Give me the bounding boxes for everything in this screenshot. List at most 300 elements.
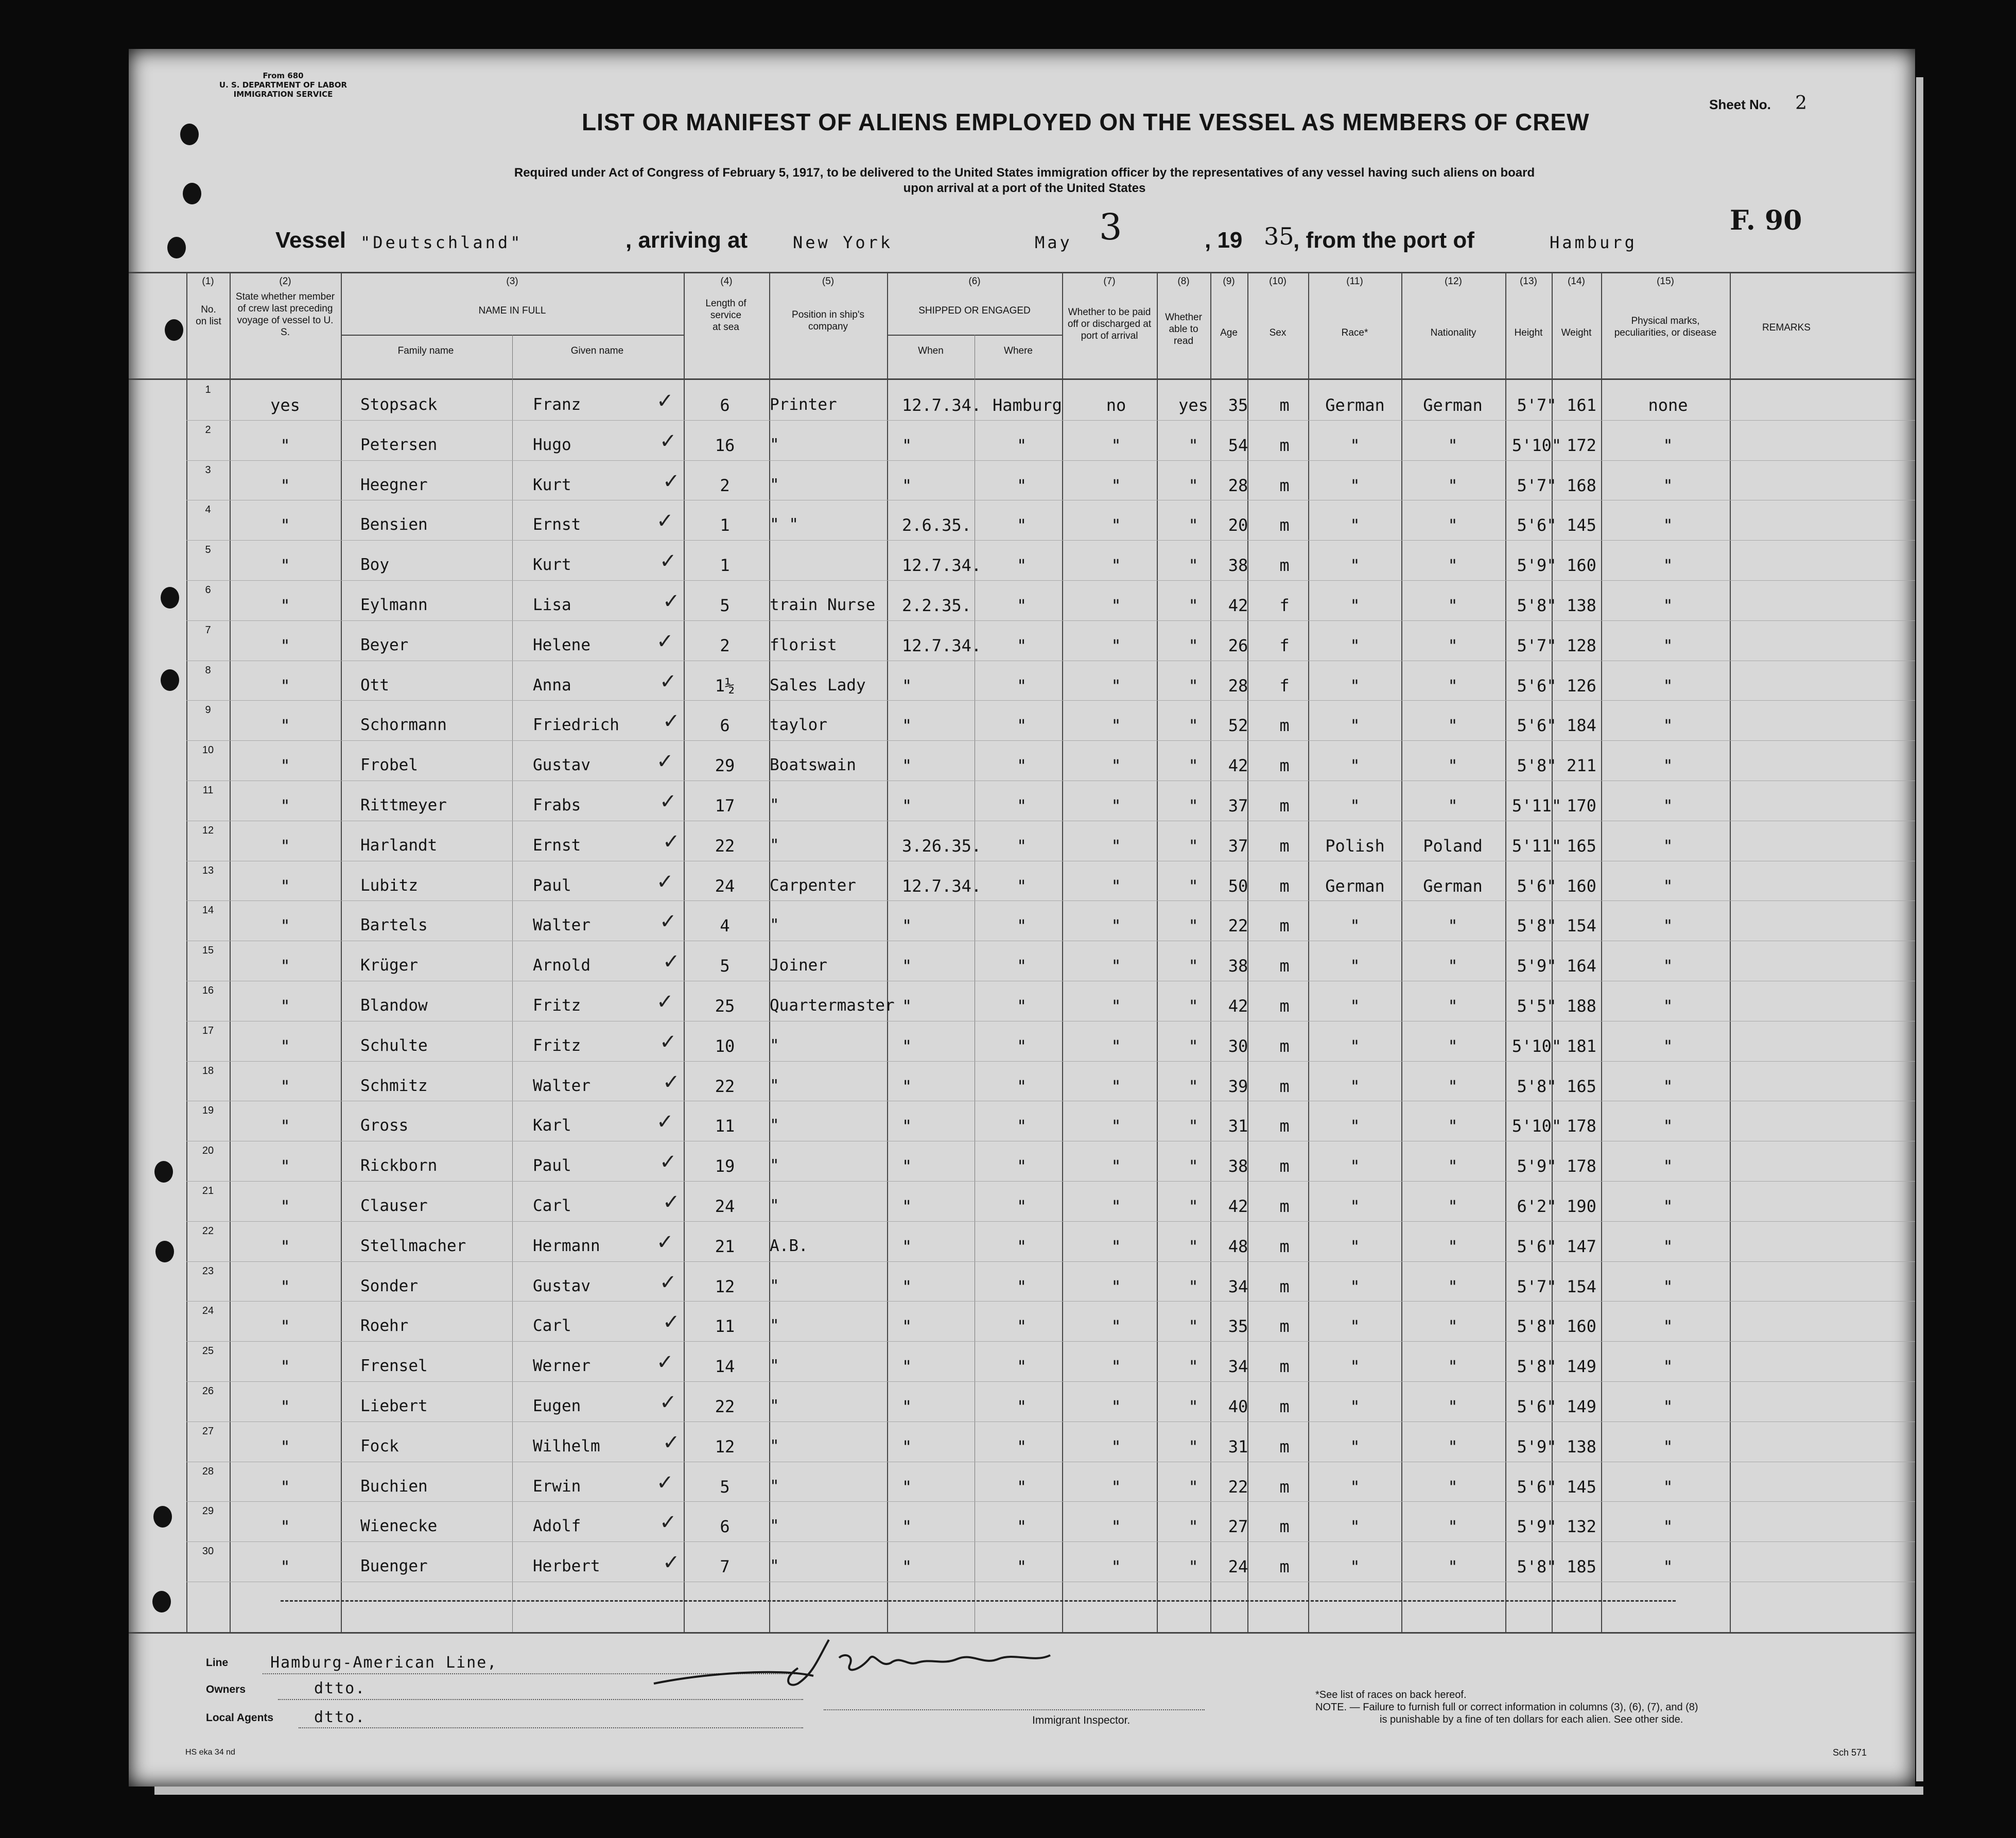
cell-prev: " [280, 836, 290, 856]
cell-height: 5'6" [1517, 716, 1557, 736]
cell-family: Buenger [360, 1557, 428, 1576]
cell-race: " [1350, 515, 1360, 535]
cell-height: 5'8" [1517, 1557, 1557, 1577]
cell-read: " [1188, 1316, 1198, 1337]
cell-marks: " [1663, 1036, 1673, 1056]
cell-when: " [902, 1316, 912, 1337]
cell-age: 52 [1228, 716, 1248, 736]
cell-height: 5'8" [1517, 1076, 1557, 1096]
cell-position: Carpenter [770, 876, 856, 895]
cell-height: 5'8" [1517, 756, 1557, 776]
cell-prev: " [280, 475, 290, 495]
cell-age: 38 [1228, 556, 1248, 576]
cell-sex: m [1279, 996, 1290, 1016]
row-number: 10 [202, 744, 214, 756]
cell-service: 22 [715, 1397, 735, 1416]
cell-when: " [902, 1436, 912, 1456]
cell-position: " [770, 1116, 779, 1135]
cell-nat: " [1448, 916, 1458, 936]
cell-given: Walter [533, 916, 590, 935]
cell-when: " [902, 1517, 912, 1537]
cell-age: 37 [1228, 796, 1248, 816]
cell-sex: m [1279, 1076, 1290, 1096]
cell-weight: 165 [1567, 836, 1596, 856]
cell-read: " [1188, 675, 1198, 696]
row-number: 23 [202, 1265, 214, 1277]
col14-header: Weight [1561, 327, 1592, 338]
cell-marks: " [1663, 1557, 1673, 1577]
cell-family: Krüger [360, 956, 418, 975]
cell-service: 29 [715, 756, 735, 776]
cell-position: " [770, 1436, 779, 1455]
row-divider [186, 580, 1915, 581]
row-number: 4 [205, 504, 211, 516]
row-number: 8 [205, 664, 211, 676]
col15-header: Physical marks, peculiarities, or disease [1614, 316, 1717, 338]
cell-where: " [1017, 1236, 1027, 1256]
cell-read: " [1188, 1076, 1198, 1096]
cell-service: 5 [720, 596, 730, 615]
cell-marks: " [1663, 1156, 1673, 1176]
cell-weight: 181 [1567, 1036, 1596, 1056]
row-number: 27 [202, 1425, 214, 1437]
cell-sex: m [1279, 756, 1290, 776]
cell-family: Ott [360, 675, 389, 695]
cell-where: " [1017, 1076, 1027, 1096]
cell-prev: " [280, 596, 290, 615]
col4-header: Length of service at sea [705, 298, 746, 333]
cell-age: 38 [1228, 1156, 1248, 1176]
cell-marks: " [1663, 1477, 1673, 1497]
local-agents-value: dtto. [314, 1708, 366, 1726]
cell-nat: " [1448, 1076, 1458, 1096]
cell-marks: " [1663, 515, 1673, 535]
cell-service: 2 [720, 475, 730, 495]
cell-given: Carl [533, 1197, 571, 1215]
cell-sex: m [1279, 1197, 1290, 1216]
cell-marks: " [1663, 1436, 1673, 1456]
col3-num: (3) [506, 276, 518, 287]
col7-num: (7) [1103, 276, 1116, 287]
row-number: 20 [202, 1145, 214, 1157]
cell-service: 11 [715, 1116, 735, 1136]
local-agents-label: Local Agents [206, 1712, 274, 1724]
cell-service: 6 [720, 716, 730, 736]
cell-paid: " [1111, 876, 1121, 896]
cell-when: " [902, 475, 912, 495]
cell-paid: " [1111, 1397, 1121, 1416]
cell-family: Lubitz [360, 876, 418, 895]
cell-prev: " [280, 1557, 290, 1577]
cell-age: 54 [1228, 435, 1248, 455]
cell-nat: " [1448, 1517, 1458, 1537]
cell-read: " [1188, 716, 1198, 736]
cell-marks: " [1663, 796, 1673, 816]
cell-race: " [1350, 1276, 1360, 1296]
cell-sex: m [1279, 435, 1290, 455]
row-divider [186, 1541, 1915, 1542]
col9-num: (9) [1223, 276, 1235, 287]
cell-given: Kurt [533, 475, 571, 494]
cell-race: " [1350, 956, 1360, 976]
cell-race: " [1350, 1397, 1360, 1416]
cell-nat: " [1448, 435, 1458, 455]
check-mark-icon: ✓ [663, 1070, 680, 1094]
cell-family: Sonder [360, 1276, 418, 1295]
cell-race: " [1350, 1197, 1360, 1216]
cell-when: " [902, 1076, 912, 1096]
col2-num: (2) [279, 276, 291, 287]
cell-marks: " [1663, 876, 1673, 896]
row-divider [186, 1501, 1915, 1502]
cell-given: Hugo [533, 435, 571, 454]
row-divider [186, 460, 1915, 461]
cell-race: " [1350, 435, 1360, 455]
cell-age: 37 [1228, 836, 1248, 856]
cell-age: 30 [1228, 1036, 1248, 1056]
cell-sex: m [1279, 556, 1290, 576]
cell-weight: 160 [1567, 1316, 1596, 1337]
row-number: 24 [202, 1305, 214, 1317]
cell-position: " [770, 1477, 779, 1496]
cell-marks: " [1663, 1116, 1673, 1136]
cell-service: 25 [715, 996, 735, 1016]
cell-height: 5'11" [1511, 836, 1562, 856]
cell-age: 31 [1228, 1116, 1248, 1136]
cell-paid: " [1111, 756, 1121, 776]
cell-family: Bartels [360, 916, 428, 935]
cell-race: Polish [1325, 836, 1385, 856]
cell-service: 7 [720, 1557, 730, 1577]
year-prefix: , 19 [1205, 228, 1243, 253]
cell-prev: " [280, 675, 290, 696]
cell-weight: 160 [1567, 876, 1596, 896]
cell-nat: " [1448, 515, 1458, 535]
cell-family: Buchien [360, 1477, 428, 1496]
col6-when-header: When [918, 345, 944, 356]
col3-header: NAME IN FULL [478, 305, 546, 316]
cell-nat: " [1448, 1236, 1458, 1256]
cell-given: Ernst [533, 515, 581, 534]
cell-paid: " [1111, 996, 1121, 1016]
line-value: Hamburg-American Line, [270, 1654, 498, 1672]
cell-race: German [1325, 395, 1385, 415]
cell-read: " [1188, 1036, 1198, 1056]
cell-sex: m [1279, 1517, 1290, 1537]
cell-sex: m [1279, 1036, 1290, 1056]
row-number: 2 [205, 424, 211, 436]
cell-given: Walter [533, 1076, 590, 1095]
cell-service: 16 [715, 435, 735, 455]
cell-where: " [1017, 796, 1027, 816]
cell-position: " [770, 836, 779, 855]
cell-service: 5 [720, 956, 730, 976]
check-mark-icon: ✓ [663, 829, 680, 854]
cell-weight: 154 [1567, 916, 1596, 936]
row-divider [186, 900, 1915, 901]
cell-where: " [1017, 996, 1027, 1016]
cell-age: 42 [1228, 596, 1248, 615]
cell-nat: " [1448, 1477, 1458, 1497]
check-mark-icon: ✓ [659, 669, 677, 693]
cell-when: " [902, 796, 912, 816]
cell-age: 42 [1228, 1197, 1248, 1216]
cell-marks: " [1663, 1276, 1673, 1296]
closing-line [281, 1600, 1676, 1602]
cell-paid: " [1111, 1316, 1121, 1337]
cell-when: " [902, 1197, 912, 1216]
row-divider [186, 1381, 1915, 1382]
cell-weight: 132 [1567, 1517, 1596, 1537]
cell-family: Schmitz [360, 1076, 428, 1095]
cell-given: Fritz [533, 996, 581, 1015]
header-bottom-border [129, 378, 1915, 380]
column-divider [230, 272, 231, 1632]
cell-weight: 138 [1567, 1436, 1596, 1456]
check-mark-icon: ✓ [656, 990, 674, 1014]
cell-height: 5'9" [1517, 956, 1557, 976]
table-top-border [129, 272, 1915, 273]
races-note: *See list of races on back hereof. [1315, 1689, 1467, 1701]
cell-paid: " [1111, 1076, 1121, 1096]
cell-when: " [902, 675, 912, 696]
cell-age: 38 [1228, 956, 1248, 976]
cell-sex: m [1279, 1477, 1290, 1497]
cell-nat: " [1448, 1397, 1458, 1416]
cell-family: Clauser [360, 1197, 428, 1215]
form-number-line3: IMMIGRATION SERVICE [233, 90, 333, 99]
cell-sex: f [1279, 675, 1290, 696]
row-divider [186, 620, 1915, 621]
cell-nat: " [1448, 796, 1458, 816]
cell-position: Printer [770, 395, 837, 414]
cell-when: " [902, 716, 912, 736]
cell-race: " [1350, 996, 1360, 1016]
cell-marks: " [1663, 556, 1673, 576]
cell-position: " [770, 1197, 779, 1215]
cell-nat: " [1448, 596, 1458, 615]
owners-value: dtto. [314, 1679, 366, 1697]
cell-weight: 128 [1567, 635, 1596, 655]
cell-read: " [1188, 1557, 1198, 1577]
cell-nat: " [1448, 716, 1458, 736]
cell-prev: " [280, 635, 290, 655]
row-divider [186, 1301, 1915, 1302]
cell-weight: 161 [1567, 395, 1596, 415]
cell-family: Petersen [360, 435, 438, 454]
cell-when: " [902, 916, 912, 936]
check-mark-icon: ✓ [656, 870, 674, 894]
cell-weight: 170 [1567, 796, 1596, 816]
cell-paid: " [1111, 435, 1121, 455]
arrival-day: 3 [1099, 206, 1122, 248]
col11-header: Race* [1341, 327, 1368, 338]
cell-family: Blandow [360, 996, 428, 1015]
cell-prev: " [280, 996, 290, 1016]
col12-header: Nationality [1430, 327, 1476, 338]
row-number: 17 [202, 1025, 214, 1036]
cell-height: 5'7" [1517, 395, 1557, 415]
cell-prev: " [280, 876, 290, 896]
cell-marks: " [1663, 635, 1673, 655]
cell-family: Liebert [360, 1397, 428, 1415]
check-mark-icon: ✓ [663, 1310, 680, 1334]
col8-num: (8) [1177, 276, 1190, 287]
cell-weight: 149 [1567, 1397, 1596, 1416]
cell-marks: " [1663, 996, 1673, 1016]
cell-paid: " [1111, 1557, 1121, 1577]
cell-given: Werner [533, 1357, 590, 1376]
cell-weight: 188 [1567, 996, 1596, 1016]
cell-age: 31 [1228, 1436, 1248, 1456]
cell-position: Joiner [770, 956, 827, 975]
cell-read: " [1188, 1276, 1198, 1296]
cell-marks: " [1663, 1397, 1673, 1416]
form-number [206, 71, 360, 99]
cell-position: " [770, 1276, 779, 1295]
vessel-name: "Deutschland" [360, 233, 523, 252]
cell-height: 5'6" [1517, 515, 1557, 535]
row-number: 11 [202, 785, 214, 796]
cell-read: " [1188, 836, 1198, 856]
row-number: 28 [202, 1465, 214, 1477]
cell-position: florist [770, 635, 837, 654]
cell-family: Schulte [360, 1036, 428, 1055]
cell-when: " [902, 1557, 912, 1577]
cell-paid: " [1111, 515, 1121, 535]
cell-family: Rittmeyer [360, 796, 447, 814]
check-mark-icon: ✓ [656, 509, 674, 533]
cell-sex: m [1279, 1276, 1290, 1296]
cell-when: 3.26.35. [902, 836, 982, 856]
cell-sex: m [1279, 916, 1290, 936]
cell-family: Stellmacher [360, 1236, 466, 1255]
cell-where: " [1017, 1477, 1027, 1497]
cell-race: " [1350, 1477, 1360, 1497]
cell-when: " [902, 996, 912, 1016]
cell-prev: " [280, 1156, 290, 1176]
page-edge-right [1916, 77, 1923, 1781]
cell-where: " [1017, 1116, 1027, 1136]
cell-marks: " [1663, 1357, 1673, 1377]
cell-when: " [902, 1036, 912, 1056]
cell-given: Paul [533, 1156, 571, 1175]
check-mark-icon: ✓ [659, 1030, 677, 1054]
vessel-label: Vessel [275, 228, 346, 253]
cell-where: " [1017, 596, 1027, 615]
form-code-left: HS eka 34 nd [185, 1748, 235, 1757]
cell-when: " [902, 1156, 912, 1176]
cell-paid: " [1111, 1156, 1121, 1176]
cell-position: " [770, 1076, 779, 1095]
cell-position: " [770, 1397, 779, 1415]
cell-race: " [1350, 1236, 1360, 1256]
check-mark-icon: ✓ [663, 469, 680, 493]
cell-read: " [1188, 435, 1198, 455]
cell-read: " [1188, 635, 1198, 655]
row-divider [186, 700, 1915, 701]
cell-service: 10 [715, 1036, 735, 1056]
cell-weight: 184 [1567, 716, 1596, 736]
cell-sex: m [1279, 515, 1290, 535]
cell-prev: " [280, 1236, 290, 1256]
cell-nat: " [1448, 1357, 1458, 1377]
arrival-month: May [1035, 233, 1072, 252]
cell-position: Sales Lady [770, 675, 866, 695]
check-mark-icon: ✓ [663, 589, 680, 613]
remarks-header: REMARKS [1762, 322, 1811, 333]
immigrant-inspector-label: Immigrant Inspector. [1032, 1714, 1131, 1726]
cell-position: " [770, 1316, 779, 1336]
cell-where: " [1017, 556, 1027, 576]
check-mark-icon: ✓ [663, 1190, 680, 1214]
cell-family: Beyer [360, 635, 409, 654]
col2-header: State whether member of crew last preceding voyage of vessel to U. S. [235, 291, 335, 338]
cell-given: Gustav [533, 756, 590, 775]
cell-nat: " [1448, 1156, 1458, 1176]
check-mark-icon: ✓ [656, 1470, 674, 1495]
cell-age: 34 [1228, 1357, 1248, 1377]
cell-prev: " [280, 1357, 290, 1377]
cell-race: " [1350, 635, 1360, 655]
col3-given-header: Given name [570, 345, 624, 356]
check-mark-icon: ✓ [659, 790, 677, 813]
cell-marks: " [1663, 916, 1673, 936]
arriving-label: , arriving at [625, 228, 748, 253]
local-agents-underline [299, 1727, 803, 1728]
col1-header: No. on list [196, 304, 221, 327]
arrival-port: New York [793, 233, 893, 252]
cell-where: " [1017, 1156, 1027, 1176]
cell-prev: " [280, 1197, 290, 1216]
cell-paid: " [1111, 596, 1121, 615]
cell-service: 12 [715, 1436, 735, 1456]
cell-where: " [1017, 1276, 1027, 1296]
cell-prev: " [280, 916, 290, 936]
cell-sex: m [1279, 1316, 1290, 1337]
row-divider [186, 1421, 1915, 1422]
cell-service: 1½ [715, 675, 735, 696]
cell-sex: m [1279, 876, 1290, 896]
row-divider [186, 1061, 1915, 1062]
cell-marks: " [1663, 475, 1673, 495]
cell-height: 5'7" [1517, 475, 1557, 495]
cell-sex: m [1279, 1156, 1290, 1176]
cell-service: 12 [715, 1276, 735, 1296]
cell-weight: 168 [1567, 475, 1596, 495]
row-number: 30 [202, 1546, 214, 1557]
cell-age: 42 [1228, 756, 1248, 776]
punch-hole [167, 237, 186, 258]
col13-num: (13) [1520, 276, 1537, 287]
cell-height: 5'8" [1517, 1316, 1557, 1337]
cell-age: 42 [1228, 996, 1248, 1016]
cell-age: 20 [1228, 515, 1248, 535]
check-mark-icon: ✓ [659, 429, 677, 453]
cell-when: " [902, 756, 912, 776]
cell-nat: " [1448, 1316, 1458, 1337]
cell-height: 5'6" [1517, 876, 1557, 896]
cell-service: 24 [715, 876, 735, 896]
cell-race: " [1350, 796, 1360, 816]
note-line-1: NOTE. — Failure to furnish full or correct information in columns (3), (6), (7), and (8) [1315, 1702, 1698, 1713]
cell-paid: " [1111, 1036, 1121, 1056]
cell-sex: m [1279, 1236, 1290, 1256]
cell-position: " [770, 916, 779, 935]
cell-where: " [1017, 635, 1027, 655]
cell-service: 22 [715, 836, 735, 856]
cell-weight: 211 [1567, 756, 1596, 776]
